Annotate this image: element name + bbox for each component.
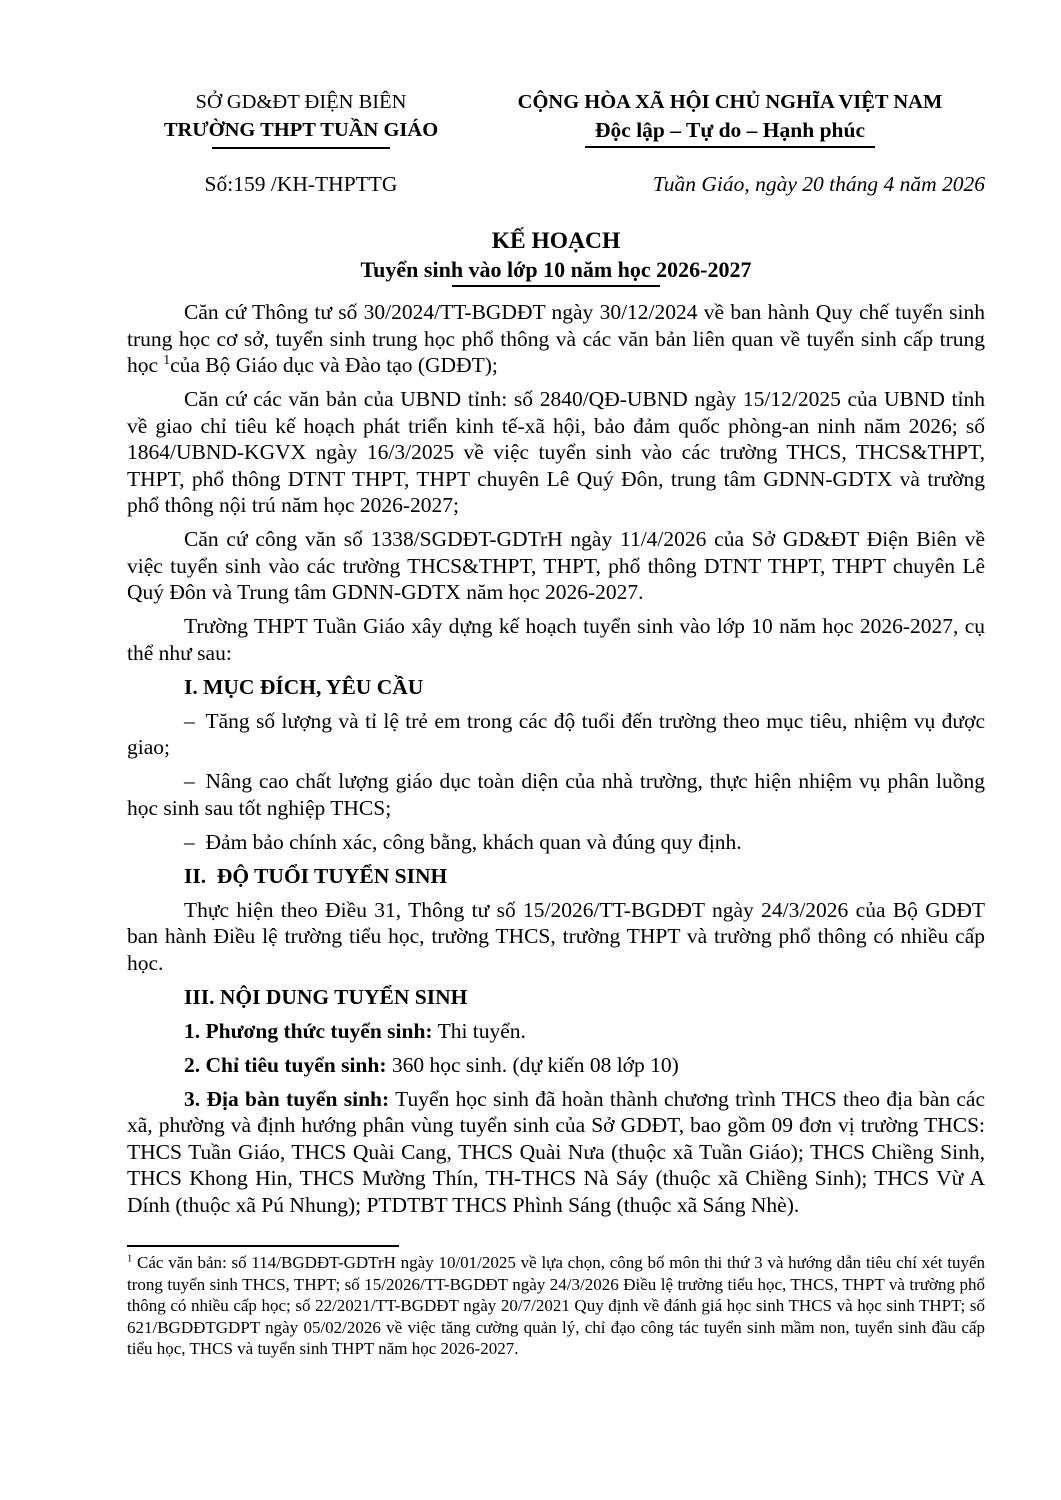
header-left-block [127,88,475,149]
document-title: KẾ HOẠCH [491,228,621,254]
national-title: CỘNG HÒA XÃ HỘI CHỦ NGHĨA VIỆT NAM [517,91,943,113]
section-heading-2: II. ĐỘ TUỔI TUYỂN SINH [184,863,448,888]
footnote-number: 1 [127,1253,133,1265]
numbered-item-text: Tuyển học sinh đã hoàn thành chương trình THCS theo địa bàn các xã, phường và định hướng phân vùng tuyển sinh của Sở GDĐT, bao gồm 09 đơn vị trường THCS: THCS Tuần Giáo, THCS Quài Cang, THCS Quài Nưa (thuộc xã Tuần Giáo); THCS Chiềng Sinh, THCS Khong Hin, THCS Mường Thín, TH-THCS Nà Sáy (thuộc xã Chiềng Sinh); THCS Vừ A Dính (thuộc xã Pú Nhung); PTDTBT THCS Phình Sáng (thuộc xã Sáng Nhè). [127,1086,985,1217]
document-number: Số:159 /KH-THPTTG [204,172,398,196]
paragraph-text: Căn cứ Thông tư số 30/2024/TT-BGDĐT ngày 30/12/2024 về ban hành Quy chế tuyển sinh trung học cơ sở, tuyển sinh trung học phổ thông và các văn bản liên quan về tuyển sinh cấp trung học [127,300,985,377]
numbered-item-text: Thi tuyển. [432,1018,526,1043]
place-date-line: Tuần Giáo, ngày 20 tháng 4 năm 2026 [652,172,985,196]
numbered-item-2 [127,1052,985,1079]
document-body [127,299,985,1218]
paragraph-legal-basis-3: Căn cứ công văn số 1338/SGDĐT-GDTrH ngày 11/4/2026 của Sở GD&ĐT Điện Biên về việc tuyển sinh vào các trường THCS&THPT, THPT, phổ thông DTNT THPT, THPT chuyên Lê Quý Đôn và Trung tâm GDNN-GDTX năm học 2026-2027. [127,527,985,604]
numbered-item-text: 360 học sinh. (dự kiến 08 lớp 10) [386,1052,679,1077]
header-right-block [475,88,985,148]
document-meta-row [127,172,985,197]
national-motto-text: Độc lập – Tự do – Hạnh phúc [585,116,875,148]
national-motto [475,116,985,148]
issuing-school: TRƯỜNG THPT TUẦN GIÁO [163,119,439,141]
section-heading-1: I. MỤC ĐÍCH, YÊU CẦU [184,674,424,699]
bullet-item-1: – Tăng số lượng và tỉ lệ trẻ em trong các độ tuổi đến trường theo mục tiêu, nhiệm vụ được giao; [127,708,985,759]
document-header [127,88,985,149]
paragraph-legal-basis-2: Căn cứ các văn bản của UBND tỉnh: số 2840/QĐ-UBND ngày 15/12/2025 của UBND tỉnh về giao chỉ tiêu kế hoạch phát triển kinh tế-xã hội, bảo đảm quốc phòng-an ninh năm 2026; số 1864/UBND-KGVX ngày 16/3/2025 về việc tuyển sinh vào các trường THCS, THCS&THPT, THPT, phổ thông DTNT THPT, THPT chuyên Lê Quý Đôn, trung tâm GDNN-GDTX và trường phổ thông nội trú năm học 2026-2027; [127,387,985,517]
numbered-item-1 [127,1018,985,1045]
title-block [127,227,985,287]
numbered-item-label: 2. Chỉ tiêu tuyển sinh: [184,1052,387,1077]
document-subtitle: Tuyển sinh vào lớp 10 năm học 2026-2027 [360,257,752,282]
numbered-item-label: 3. Địa bàn tuyển sinh: [184,1086,390,1111]
paragraph-age-rule: Thực hiện theo Điều 31, Thông tư số 15/2026/TT-BGDĐT ngày 24/3/2026 của Bộ GDĐT ban hành Điều lệ trường tiểu học, trường THCS, trường THPT và trường phổ thông có nhiều cấp học. [127,897,985,975]
paragraph-intro: Trường THPT Tuần Giáo xây dựng kế hoạch tuyển sinh vào lớp 10 năm học 2026-2027, cụ thể như sau: [127,614,985,665]
title-underline [452,285,660,287]
header-left-underline [212,147,390,149]
numbered-item-3 [127,1086,985,1219]
section-heading-3: III. NỘI DUNG TUYỂN SINH [184,984,468,1009]
numbered-item-label: 1. Phương thức tuyển sinh: [184,1018,433,1043]
footnote-separator [127,1245,399,1247]
issuing-department: SỞ GD&ĐT ĐIỆN BIÊN [195,91,407,113]
bullet-item-2: – Nâng cao chất lượng giáo dục toàn diện của nhà trường, thực hiện nhiệm vụ phân luồng học sinh sau tốt nghiệp THCS; [127,769,985,820]
footnote [127,1252,985,1360]
footnote-reference-mark: 1 [163,351,171,367]
footnote-text: Các văn bản: số 114/BGDĐT-GDTrH ngày 10/01/2025 về lựa chọn, công bố môn thi thứ 3 và hướng dẫn tiêu chí xét tuyển trong tuyển sinh THCS, THPT; số 15/2026/TT-BGDĐT ngày 24/3/2026 Điều lệ trường tiểu học, THCS, THPT và trường phổ thông có nhiều cấp học; số 22/2021/TT-BGDĐT ngày 20/7/2021 Quy định về đánh giá học sinh THCS và học sinh THPT; số 621/BGDĐTGDPT ngày 05/02/2026 về việc tăng cường quản lý, chỉ đạo công tác tuyển sinh mầm non, tuyển sinh đầu cấp tiểu học, THCS và tuyển sinh THPT năm học 2026-2027. [127,1253,985,1358]
paragraph-legal-basis-1 [127,299,985,379]
paragraph-text: của Bộ Giáo dục và Đào tạo (GDĐT); [170,353,498,377]
bullet-item-3: – Đảm bảo chính xác, công bằng, khách quan và đúng quy định. [184,829,742,854]
